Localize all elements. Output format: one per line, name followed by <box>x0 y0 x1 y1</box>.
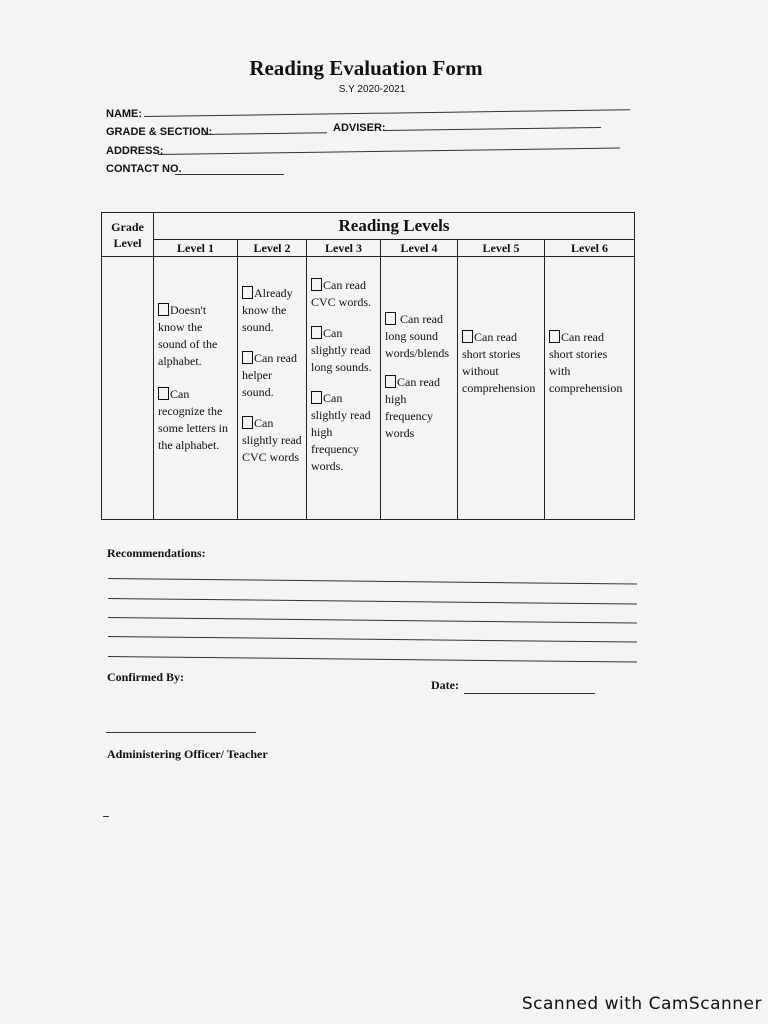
recommendation-line[interactable] <box>108 656 637 663</box>
checkbox[interactable] <box>158 303 169 316</box>
level-6-header: Level 6 <box>545 240 635 257</box>
level-6-cell <box>545 257 635 520</box>
adviser-label: ADVISER: <box>333 122 386 134</box>
level-4-item: Can read long sound words/blends <box>385 312 449 360</box>
level-5-header: Level 5 <box>458 240 545 257</box>
level-3-item: Can slightly read long sounds. <box>311 326 372 374</box>
level-4-cell <box>381 257 458 520</box>
level-1-cell <box>154 257 238 520</box>
checkbox[interactable] <box>311 391 322 404</box>
level-3-item: Can slightly read high frequency words. <box>311 391 371 473</box>
grade-level-header: Grade Level <box>102 213 154 257</box>
checkbox[interactable] <box>462 330 473 343</box>
recommendation-line[interactable] <box>108 617 637 624</box>
signature-line[interactable] <box>106 732 256 733</box>
level-3-item: Can read CVC words. <box>311 278 372 309</box>
reading-levels-table <box>101 212 635 520</box>
recommendation-line[interactable] <box>108 636 637 643</box>
level-1-item: Doesn't know the sound of the alphabet. <box>158 303 218 368</box>
grade-section-line[interactable] <box>203 132 327 135</box>
grade-section-label: GRADE & SECTION: <box>106 126 213 138</box>
level-2-header: Level 2 <box>238 240 307 257</box>
address-line[interactable] <box>158 148 620 155</box>
camscanner-watermark: Scanned with CamScanner <box>521 994 762 1014</box>
reading-levels-header: Reading Levels <box>154 213 635 240</box>
level-4-header: Level 4 <box>381 240 458 257</box>
form-title: Reading Evaluation Form <box>249 56 483 80</box>
recommendation-line[interactable] <box>108 578 637 585</box>
checkbox[interactable] <box>242 286 253 299</box>
confirmed-by-label: Confirmed By: <box>107 670 184 684</box>
date-label: Date: <box>431 678 459 692</box>
name-label: NAME: <box>106 108 143 120</box>
level-2-cell <box>238 257 307 520</box>
checkbox[interactable] <box>242 351 253 364</box>
level-3-cell <box>307 257 381 520</box>
level-2-item: Already know the sound. <box>242 286 293 334</box>
checkbox[interactable] <box>385 312 396 325</box>
level-5-cell <box>458 257 545 520</box>
level-6-item: Can read short stories with comprehension <box>549 330 623 395</box>
checkbox[interactable] <box>158 387 169 400</box>
level-2-item: Can slightly read CVC words <box>242 416 302 464</box>
recommendation-line[interactable] <box>108 598 637 605</box>
level-5-item: Can read short stories without comprehension <box>462 330 536 395</box>
adviser-line[interactable] <box>384 127 601 131</box>
date-line[interactable] <box>464 693 595 694</box>
level-1-header: Level 1 <box>154 240 238 257</box>
checkbox[interactable] <box>311 278 322 291</box>
checkbox[interactable] <box>242 416 253 429</box>
checkbox[interactable] <box>385 375 396 388</box>
grade-level-cell[interactable] <box>102 257 154 520</box>
level-4-item: Can read high frequency words <box>385 375 440 440</box>
level-3-header: Level 3 <box>307 240 381 257</box>
level-2-item: Can read helper sound. <box>242 351 297 399</box>
name-line[interactable] <box>144 109 630 117</box>
checkbox[interactable] <box>311 326 322 339</box>
officer-label: Administering Officer/ Teacher <box>107 747 268 761</box>
school-year: S.Y 2020-2021 <box>338 84 406 95</box>
level-1-item: Can recognize the some letters in the alphabet. <box>158 387 228 452</box>
contact-line[interactable] <box>175 174 284 175</box>
checkbox[interactable] <box>549 330 560 343</box>
address-label: ADDRESS: <box>106 145 164 157</box>
stray-mark <box>103 816 109 817</box>
contact-label: CONTACT NO. <box>106 163 182 175</box>
recommendations-label: Recommendations: <box>107 546 206 560</box>
